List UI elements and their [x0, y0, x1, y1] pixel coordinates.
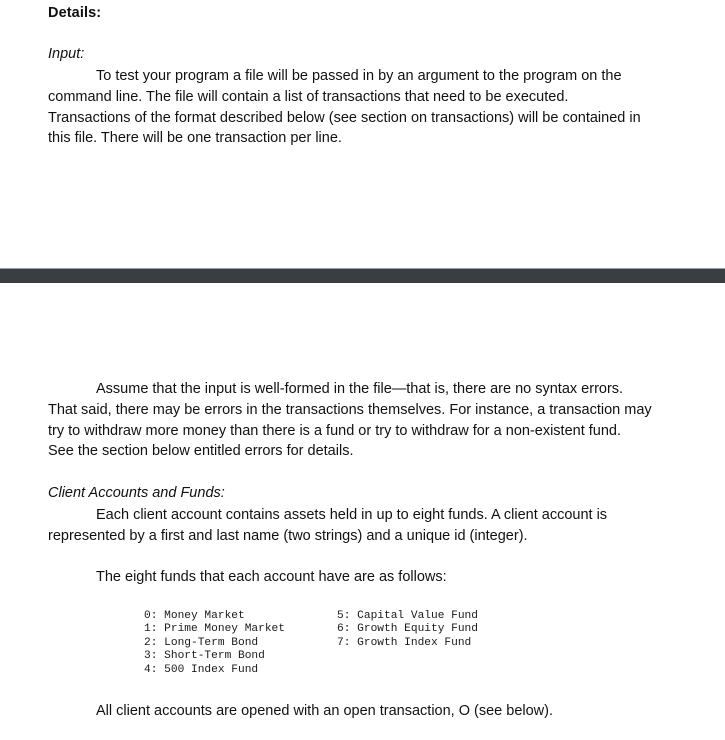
document-page-bottom	[0, 283, 725, 740]
paragraph-line: Transactions of the format described below (see section on transactions) will be contained in	[48, 109, 641, 126]
accounts-heading: Client Accounts and Funds:	[48, 485, 225, 501]
fund-item: 3: Short-Term Bond	[144, 650, 265, 663]
paragraph-line: Each client account contains assets held in up to eight funds. A client account is	[96, 507, 608, 523]
paragraph-line: command line. The file will contain a list of transactions that need to be executed.	[48, 88, 569, 105]
paragraph-line: this file. There will be one transaction per line.	[48, 130, 342, 147]
fund-item: 5: Capital Value Fund	[337, 610, 478, 622]
fund-item: 6: Growth Equity Fund	[337, 623, 478, 636]
paragraph-line: try to withdraw more money than there is a fund or try to withdraw for a non-existent fund.	[48, 422, 622, 439]
fund-item: 1: Prime Money Market	[144, 623, 285, 636]
assumption-paragraph	[48, 379, 668, 462]
document-page-top	[0, 0, 725, 268]
input-heading: Input:	[48, 46, 85, 62]
paragraph-line: See the section below entitled errors for details.	[48, 443, 354, 460]
funds-intro: The eight funds that each account have are as follows:	[96, 569, 447, 585]
input-paragraph	[48, 66, 668, 149]
paragraph-line: That said, there may be errors in the transactions themselves. For instance, a transaction may	[48, 401, 652, 418]
paragraph-line: represented by a first and last name (two strings) and a unique id (integer).	[48, 527, 528, 544]
fund-item: 0: Money Market	[144, 610, 245, 622]
details-heading: Details:	[48, 5, 102, 21]
fund-item: 2: Long-Term Bond	[144, 636, 259, 649]
paragraph-line: Assume that the input is well-formed in the file—that is, there are no syntax errors.	[96, 381, 624, 397]
funds-column-left	[144, 610, 285, 677]
fund-item: 7: Growth Index Fund	[337, 636, 472, 649]
paragraph-line: To test your program a file will be passed in by an argument to the program on the	[96, 68, 622, 84]
fund-item: 4: 500 Index Fund	[144, 663, 259, 676]
funds-column-right	[337, 610, 478, 650]
closing-sentence: All client accounts are opened with an open transaction, O (see below).	[96, 703, 554, 719]
page-break-divider	[0, 268, 725, 283]
accounts-paragraph	[48, 505, 668, 547]
